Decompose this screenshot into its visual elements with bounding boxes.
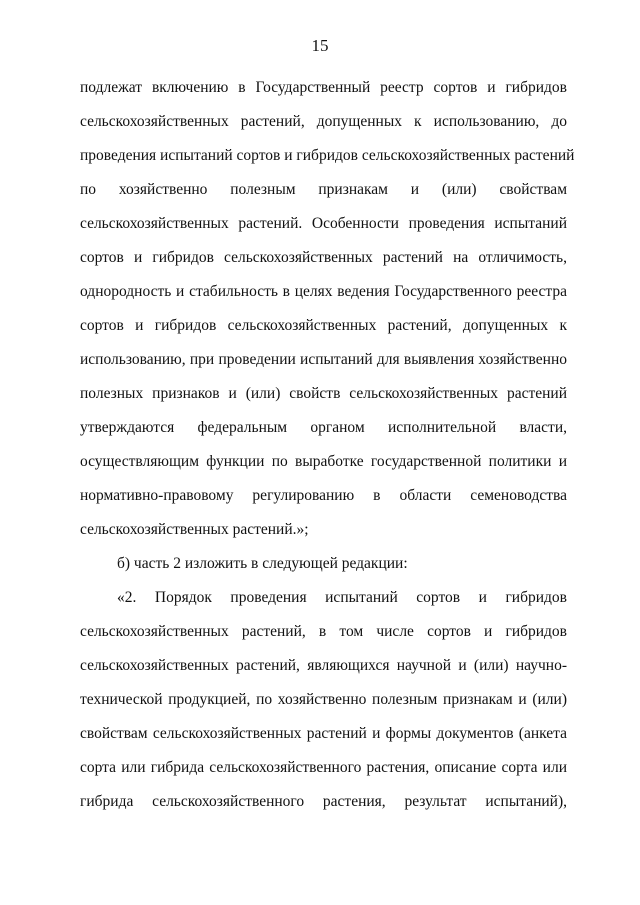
text-line: однородность и стабильность в целях ведения Государственного реестра bbox=[80, 283, 567, 300]
text-line: сортов и гибридов сельскохозяйственных растений, допущенных к bbox=[80, 317, 567, 334]
text-line: использованию, при проведении испытаний для выявления хозяйственно bbox=[80, 351, 567, 368]
text-line: технической продукцией, по хозяйственно полезным признакам и (или) bbox=[80, 691, 567, 708]
amendment-item-b: б) часть 2 изложить в следующей редакции: bbox=[117, 555, 408, 572]
text-line: гибрида сельскохозяйственного растения, результат испытаний), bbox=[80, 793, 567, 810]
text-line: проведения испытаний сортов и гибридов сельскохозяйственных растений bbox=[80, 147, 575, 164]
text-line: осуществляющим функции по выработке государственной политики и bbox=[80, 453, 567, 470]
text-line: полезных признаков и (или) свойств сельскохозяйственных растений bbox=[80, 385, 567, 402]
text-line: утверждаются федеральным органом исполнительной власти, bbox=[80, 419, 567, 436]
text-line: «2. Порядок проведения испытаний сортов и гибридов bbox=[117, 589, 567, 606]
text-line: по хозяйственно полезным признакам и (или) свойствам bbox=[80, 181, 567, 198]
text-line: сельскохозяйственных растений, в том числе сортов и гибридов bbox=[80, 623, 567, 640]
text-line: сельскохозяйственных растений, допущенных к использованию, до bbox=[80, 113, 567, 130]
page-number: 15 bbox=[311, 36, 329, 55]
text-line: сорта или гибрида сельскохозяйственного растения, описание сорта или bbox=[80, 759, 567, 776]
paragraph-last-line: сельскохозяйственных растений.»; bbox=[80, 521, 309, 538]
text-line: сортов и гибридов сельскохозяйственных растений на отличимость, bbox=[80, 249, 567, 266]
text-line: сельскохозяйственных растений. Особенности проведения испытаний bbox=[80, 215, 567, 232]
text-line: подлежат включению в Государственный реестр сортов и гибридов bbox=[80, 79, 567, 96]
text-line: сельскохозяйственных растений, являющихся научной и (или) научно- bbox=[80, 657, 567, 674]
text-line: нормативно-правовому регулированию в области семеноводства bbox=[80, 487, 567, 504]
document-body bbox=[80, 71, 575, 819]
text-line: свойствам сельскохозяйственных растений и формы документов (анкета bbox=[80, 725, 567, 742]
